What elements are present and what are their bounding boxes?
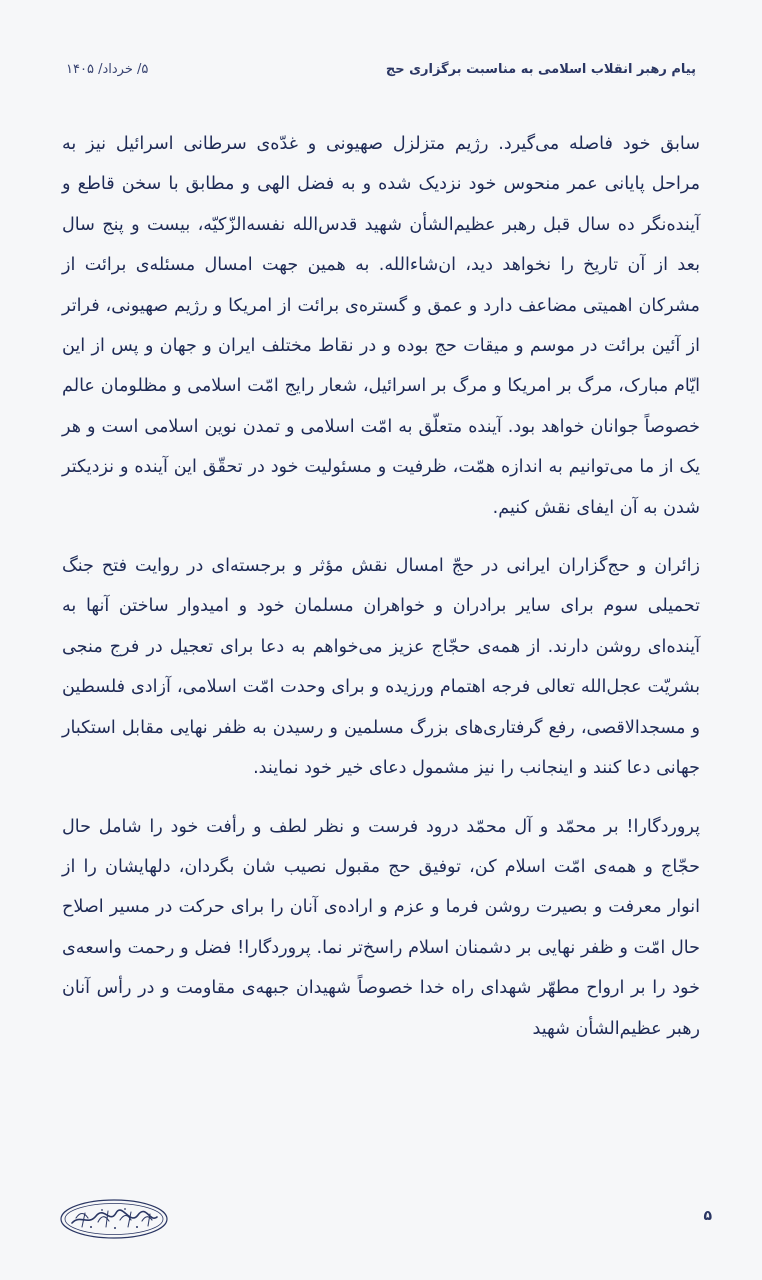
paragraph: زائران و حج‌گزاران ایرانی در حجّ امسال نقش مؤثر و برجسته‌ای در روایت فتح جنگ تحمیلی سوم برای سایر برادران و خواهران مسلمان خود و امیدوار ساختن آنها به آینده‌ای روشن دارند. از همه‌ی حجّاج عزیز می‌خواهم به دعا برای تعجیل در فرج منجی بشریّت عجل‌الله تعالی فرجه اهتمام ورزیده و برای وحدت امّت اسلامی، آزادی فلسطین و مسجدالاقصی، رفع گرفتاری‌های بزرگ مسلمین و رسیدن به ظفر نهایی مقابل استکبار جهانی دعا کنند و اینجانب را نیز مشمول دعای خیر خود نمایند. bbox=[62, 556, 700, 779]
message-body bbox=[62, 124, 700, 1049]
signature-seal bbox=[58, 1196, 170, 1242]
calligraphy-signature-icon bbox=[58, 1196, 170, 1242]
header-date: ۵/ خرداد/ ۱۴۰۵ bbox=[66, 61, 149, 77]
header-title: پیام رهبر انقلاب اسلامی به مناسبت برگزاری حج bbox=[385, 61, 696, 77]
paragraph: سابق خود فاصله می‌گیرد. رژیم متزلزل صهیونی و غدّه‌ی سرطانی اسرائیل نیز به مراحل پایانی عمر منحوس خود نزدیک شده و به فضل الهی و مطابق با سخن قاطع و آینده‌نگر ده سال قبل رهبر عظیم‌الشأن شهید قدس‌الله نفسه‌الزّکیّه، بیست و پنج سال بعد از آن تاریخ را نخواهد دید، ان‌شاءالله. به همین جهت امسال مسئله‌ی برائت از مشرکان اهمیتی مضاعف دارد و عمق و گستره‌ی برائت از امریکا و رژیم صهیونی، فراتر از آئین برائت در موسم و میقات حج بوده و در نقاط مختلف ایران و جهان و پس از این ایّام مبارک، مرگ بر امریکا و مرگ بر اسرائیل، شعار رایج امّت اسلامی و مظلومان عالم خصوصاً جوانان خواهد بود. آینده متعلّق به امّت اسلامی و تمدن نوین اسلامی است و هر یک از ما می‌توانیم به اندازه‌ همّت، ظرفیت و مسئولیت خود در تحقّق این آینده و نزدیکتر شدن به آن ایفای نقش کنیم. bbox=[62, 134, 700, 518]
paragraph: پروردگارا! بر محمّد و آل محمّد درود فرست و نظر لطف و رأفت خود را شامل حال حجّاج و همه‌ی امّت اسلام کن، توفیق حج مقبول نصیب شان بگردان، دلهایشان را از انوار معرفت و بصیرت روشن فرما و عزم و اراده‌ی آنان را برای حرکت در مسیر اصلاح حال امّت و ظفر نهایی بر دشمنان اسلام راسخ‌تر نما. پروردگارا! فضل و رحمت واسعه‌ی خود را بر ارواح مطهّر شهدای راه خدا خصوصاً شهیدان جبهه‌ی مقاومت و در رأس آنان رهبر عظیم‌الشأن شهید bbox=[62, 816, 700, 1039]
page-header bbox=[66, 54, 696, 84]
page-number: ۵ bbox=[703, 1208, 712, 1224]
